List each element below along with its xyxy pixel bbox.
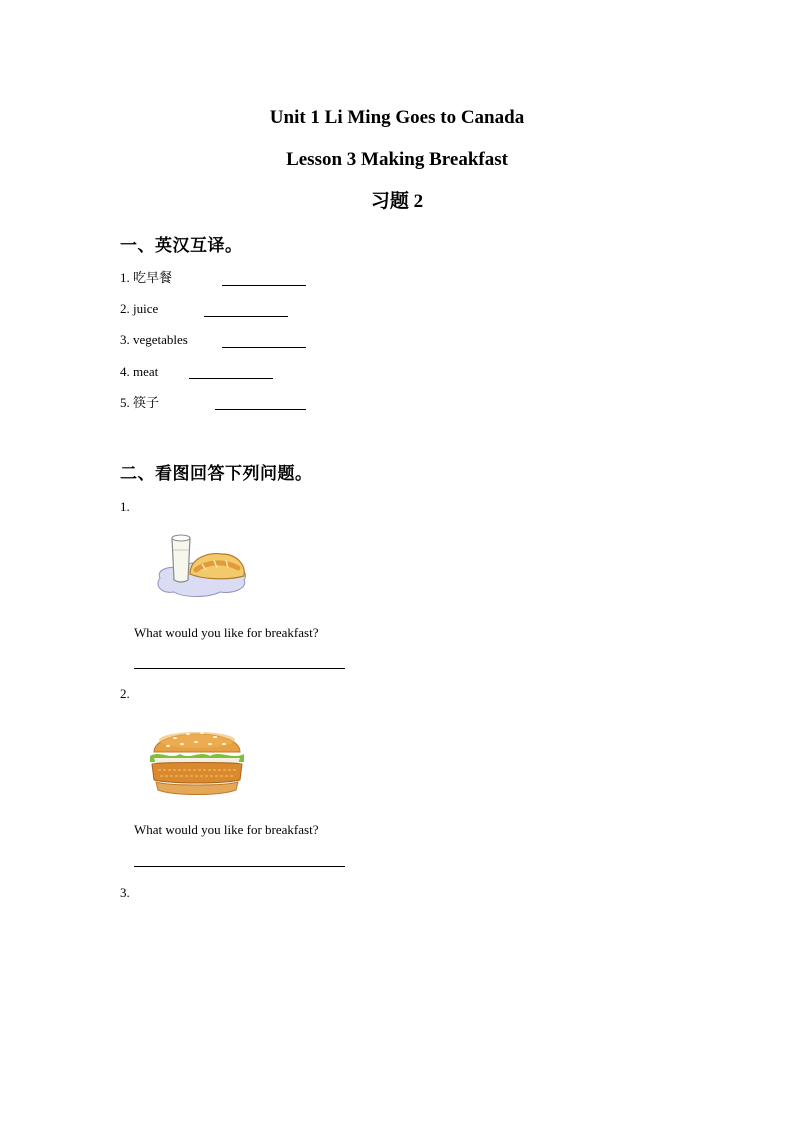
translation-item-1: 1. 吃早餐 — [120, 270, 173, 285]
translation-item-4: 4. meat — [120, 364, 159, 379]
translation-item-2: 2. juice — [120, 301, 159, 316]
question-prompt-2: What would you like for breakfast? — [134, 822, 319, 837]
translation-item-5: 5. 筷子 — [120, 395, 160, 410]
answer-line-1[interactable] — [134, 668, 345, 669]
translation-item-3: 3. vegetables — [120, 332, 188, 347]
hamburger-photo — [140, 718, 255, 804]
unit-title: Unit 1 Li Ming Goes to Canada — [269, 107, 525, 128]
question-number-1: 1. — [120, 499, 130, 514]
answer-blank-1[interactable] — [222, 285, 306, 286]
question-number-3: 3. — [120, 885, 130, 900]
answer-blank-2[interactable] — [204, 316, 288, 317]
answer-line-2[interactable] — [134, 866, 345, 867]
milk-and-bread-illustration — [154, 530, 250, 600]
section1-heading: 一、英汉互译。 — [120, 236, 243, 256]
answer-blank-3[interactable] — [222, 347, 306, 348]
question-number-2: 2. — [120, 686, 130, 701]
question-prompt-1: What would you like for breakfast? — [134, 625, 319, 640]
section2-heading: 二、看图回答下列问题。 — [120, 464, 313, 484]
lesson-title: Lesson 3 Making Breakfast — [286, 149, 508, 170]
answer-blank-4[interactable] — [189, 378, 273, 379]
exercise-title: 习题 2 — [370, 191, 424, 212]
answer-blank-5[interactable] — [215, 409, 306, 410]
